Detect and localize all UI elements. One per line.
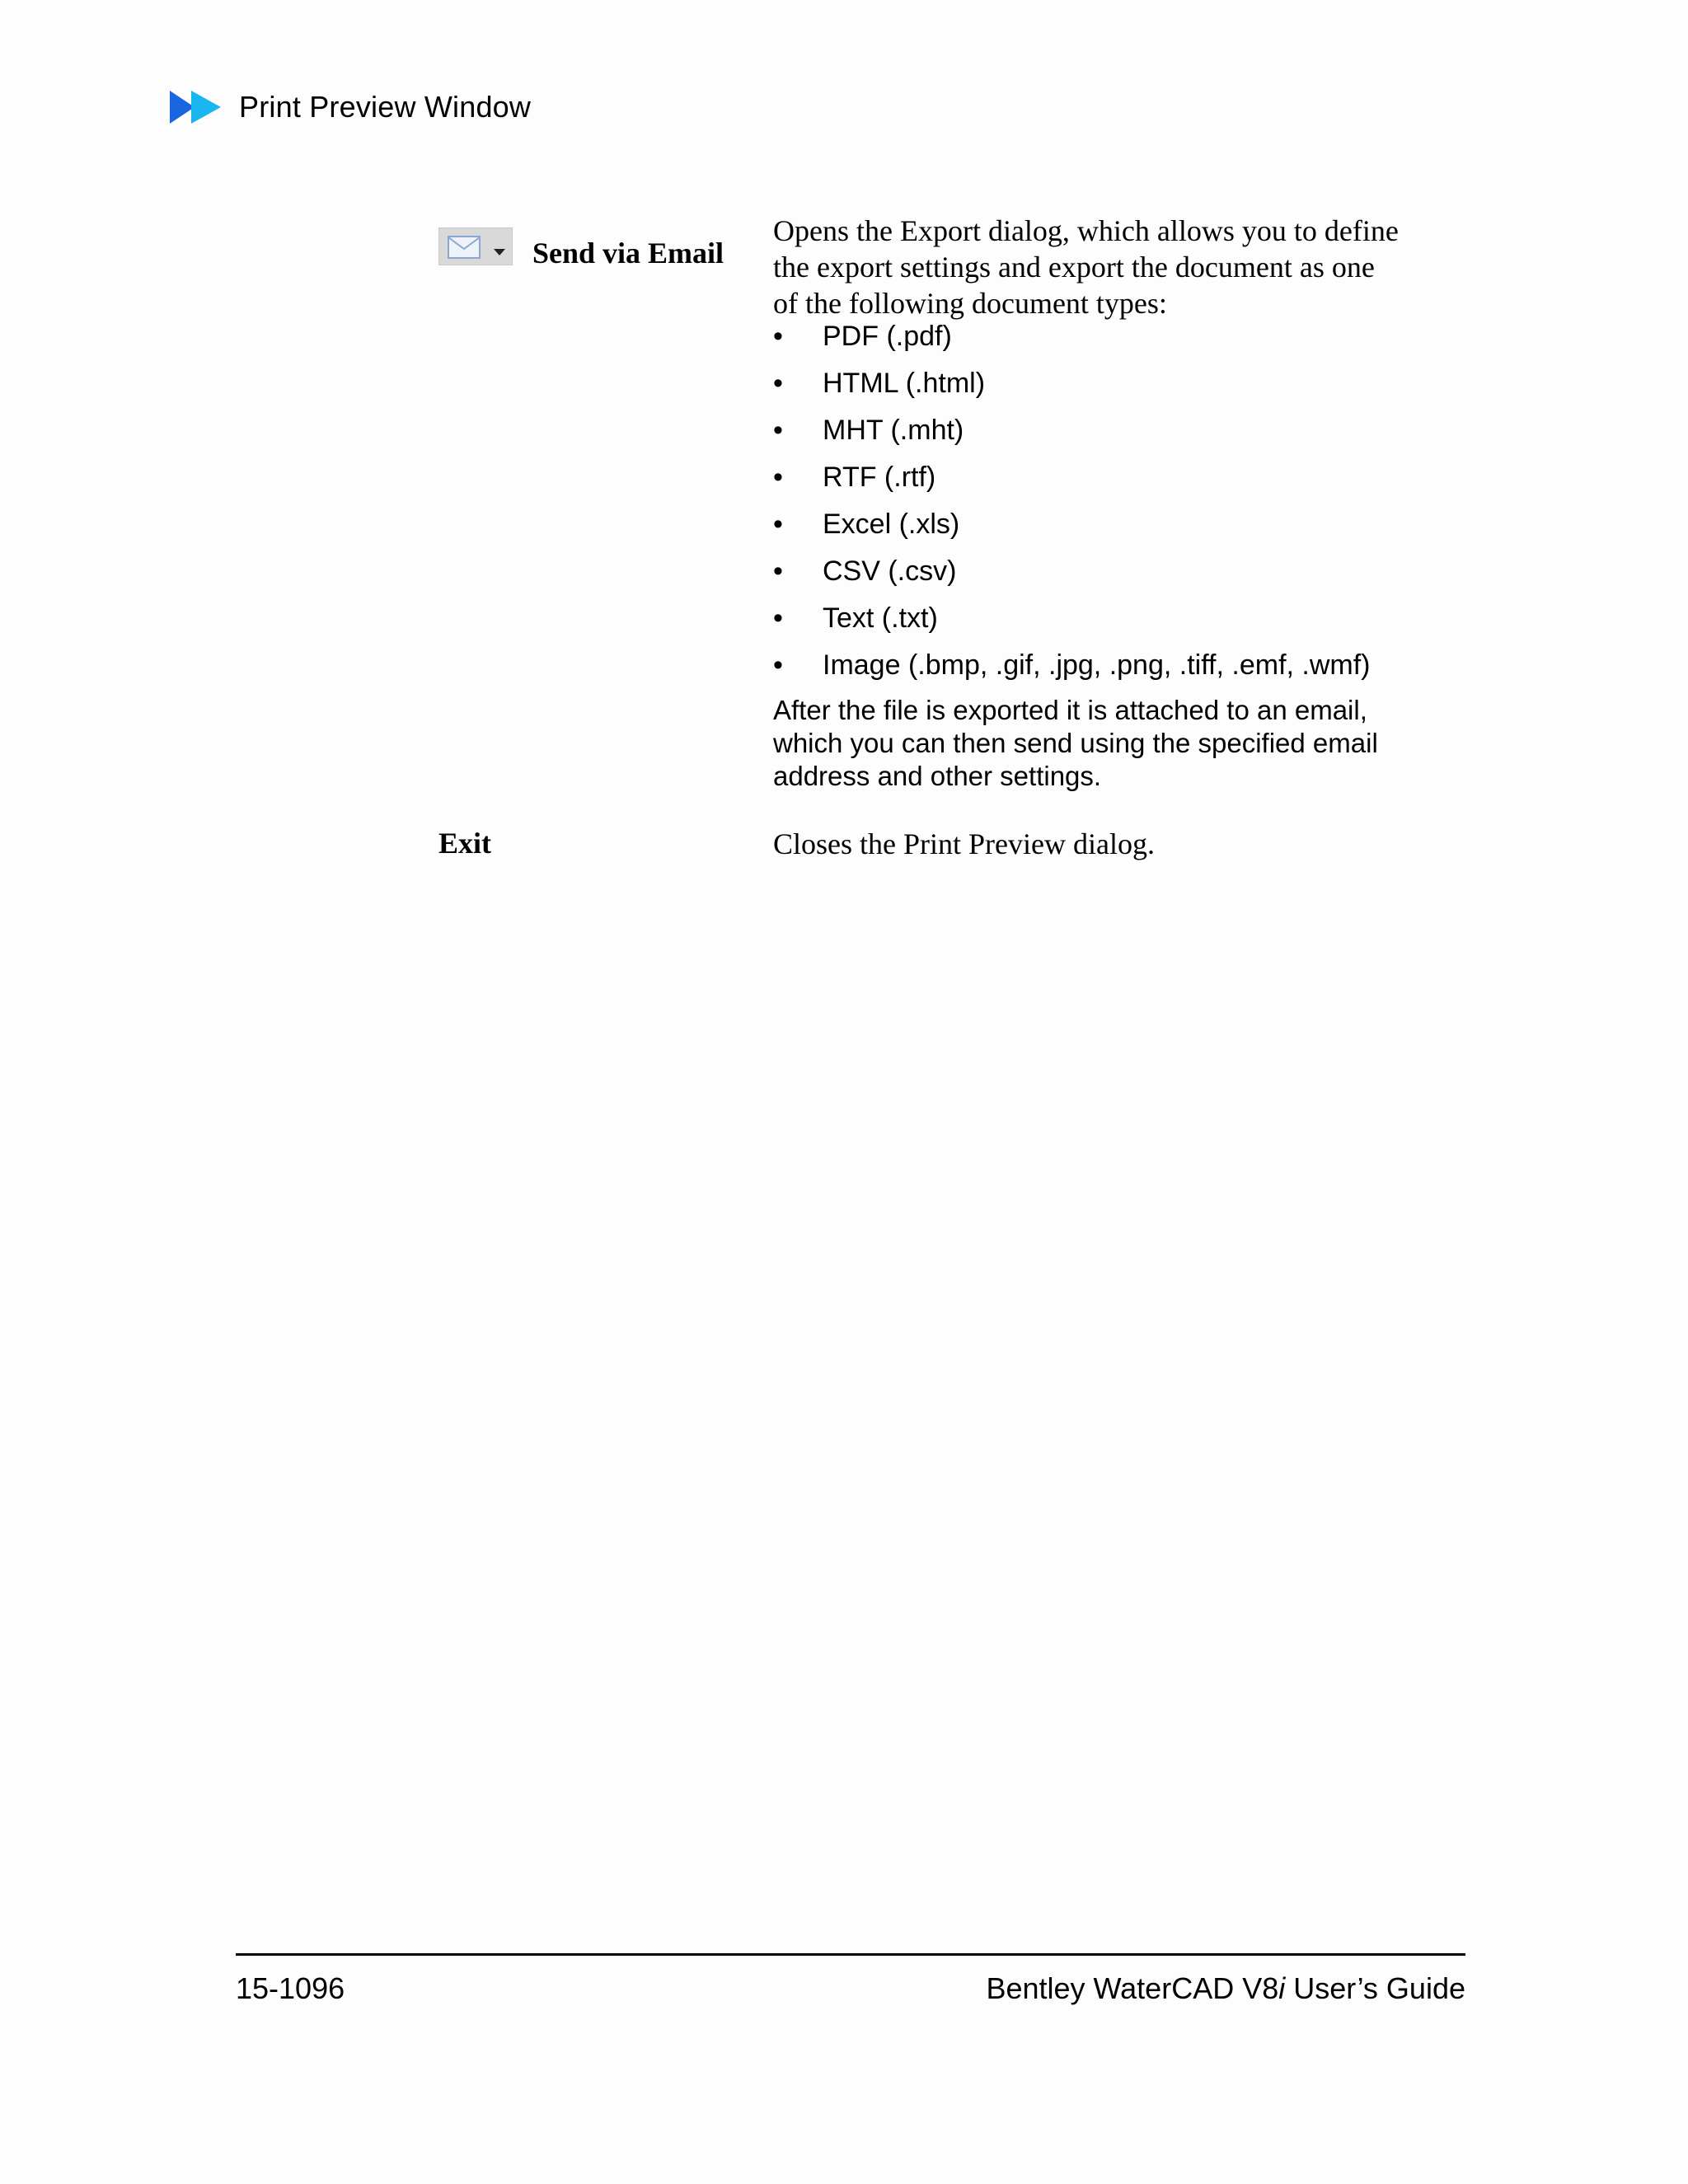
list-item-text: Text (.txt) [823,602,938,634]
description-send-via-email: Opens the Export dialog, which allows you to define the export settings and export the document as one of the following document types: [773,214,1399,320]
guide-title-suffix: User’s Guide [1285,1971,1465,2005]
list-item: • Excel (.xls) [773,509,960,540]
page-number: 15-1096 [236,1971,345,2005]
list-item: • HTML (.html) [773,368,986,399]
list-item-text: CSV (.csv) [823,555,957,587]
list-item-text: HTML (.html) [823,368,986,399]
list-item: • Text (.txt) [773,602,938,634]
guide-title-italic: i [1278,1971,1286,2005]
after-export-note: After the file is exported it is attached to an email, which you can then send using the specified email address and other settings. [773,695,1378,791]
guide-title [986,1971,1465,2006]
chevron-down-icon[interactable] [494,245,505,260]
guide-title-prefix: Bentley WaterCAD V8 [986,1971,1279,2005]
list-item: • RTF (.rtf) [773,462,936,493]
description-exit: Closes the Print Preview dialog. [773,827,1155,860]
double-arrow-icon [170,89,223,125]
term-exit: Exit [438,827,492,860]
list-item-text: PDF (.pdf) [823,321,952,352]
page-header-title: Print Preview Window [239,90,532,124]
document-type-list [773,320,1371,696]
send-via-email-button[interactable] [438,227,513,265]
footer-divider [236,1953,1465,1956]
list-item: • MHT (.mht) [773,415,964,446]
list-item: • Image (.bmp, .gif, .jpg, .png, .tiff, .emf, .wmf) [773,649,1371,681]
list-item: • CSV (.csv) [773,555,957,587]
list-item-text: Excel (.xls) [823,509,960,540]
term-send-via-email: Send via Email [532,237,724,269]
list-item-text: Image (.bmp, .gif, .jpg, .png, .tiff, .emf, .wmf) [823,649,1371,681]
page-header [170,87,531,127]
list-item-text: RTF (.rtf) [823,462,936,493]
list-item: • PDF (.pdf) [773,321,952,352]
email-envelope-icon [448,236,481,263]
list-item-text: MHT (.mht) [823,415,964,446]
